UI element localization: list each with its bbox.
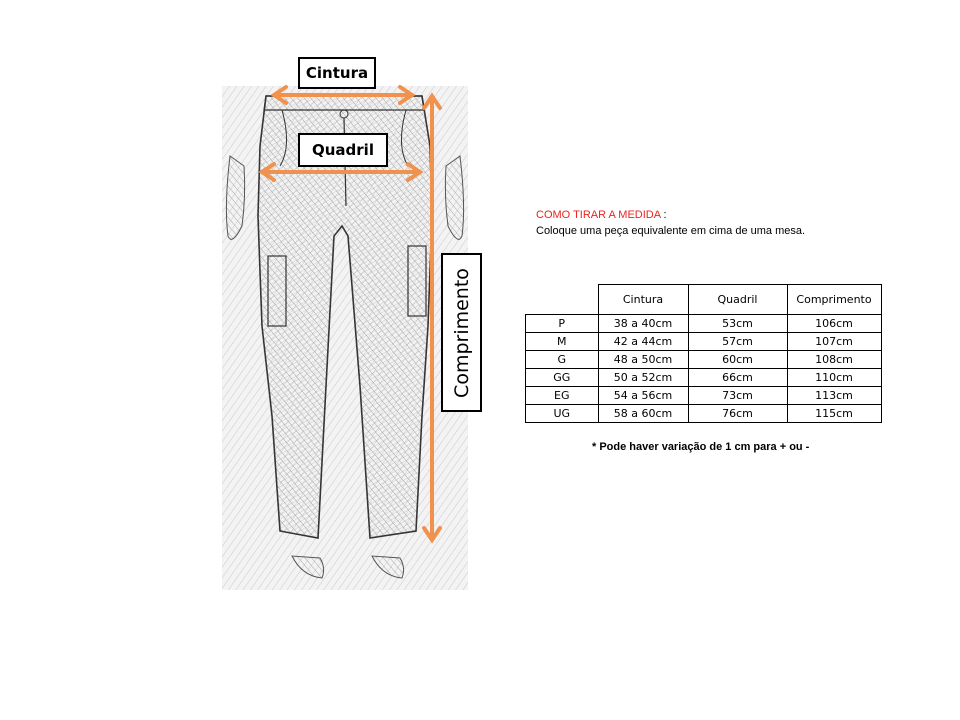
size-cell: M xyxy=(526,333,599,351)
comprimento-label-text: Comprimento xyxy=(450,267,473,398)
instructions-text: Coloque uma peça equivalente em cima de uma mesa. xyxy=(536,225,806,237)
size-cell: G xyxy=(526,351,599,369)
comprimento-cell: 108cm xyxy=(787,351,881,369)
size-cell: GG xyxy=(526,369,599,387)
table-row xyxy=(526,333,882,351)
quadril-cell: 57cm xyxy=(688,333,787,351)
instructions-title-line xyxy=(536,207,805,223)
cintura-cell: 38 a 40cm xyxy=(598,315,688,333)
comprimento-cell: 115cm xyxy=(787,405,881,423)
size-table-header-row xyxy=(526,285,882,315)
size-table-header-blank xyxy=(526,285,599,315)
cintura-cell: 42 a 44cm xyxy=(598,333,688,351)
size-cell: P xyxy=(526,315,599,333)
comprimento-cell: 106cm xyxy=(787,315,881,333)
size-table-header-comprimento: Comprimento xyxy=(787,285,881,315)
size-table-header-quadril: Quadril xyxy=(688,285,787,315)
cintura-cell: 54 a 56cm xyxy=(598,387,688,405)
cintura-label xyxy=(298,57,376,89)
quadril-label xyxy=(298,133,388,167)
comprimento-cell: 110cm xyxy=(787,369,881,387)
comprimento-label xyxy=(441,253,482,412)
quadril-cell: 60cm xyxy=(688,351,787,369)
variation-footnote: * Pode haver variação de 1 cm para + ou - xyxy=(592,441,810,453)
instructions-title-suffix: : xyxy=(660,209,667,221)
cintura-cell: 48 a 50cm xyxy=(598,351,688,369)
cintura-label-text: Cintura xyxy=(305,64,369,82)
size-table-header-cintura: Cintura xyxy=(598,285,688,315)
instructions-title: COMO TIRAR A MEDIDA xyxy=(536,209,661,221)
quadril-cell: 73cm xyxy=(688,387,787,405)
quadril-cell: 53cm xyxy=(688,315,787,333)
table-row xyxy=(526,351,882,369)
size-cell: UG xyxy=(526,405,599,423)
comprimento-cell: 113cm xyxy=(787,387,881,405)
table-row xyxy=(526,369,882,387)
size-cell: EG xyxy=(526,387,599,405)
measurement-instructions xyxy=(536,207,805,239)
size-table xyxy=(525,284,882,423)
table-row xyxy=(526,387,882,405)
cintura-cell: 50 a 52cm xyxy=(598,369,688,387)
quadril-label-text: Quadril xyxy=(312,141,374,159)
quadril-cell: 76cm xyxy=(688,405,787,423)
cintura-cell: 58 a 60cm xyxy=(598,405,688,423)
table-row xyxy=(526,315,882,333)
table-row xyxy=(526,405,882,423)
comprimento-cell: 107cm xyxy=(787,333,881,351)
quadril-cell: 66cm xyxy=(688,369,787,387)
